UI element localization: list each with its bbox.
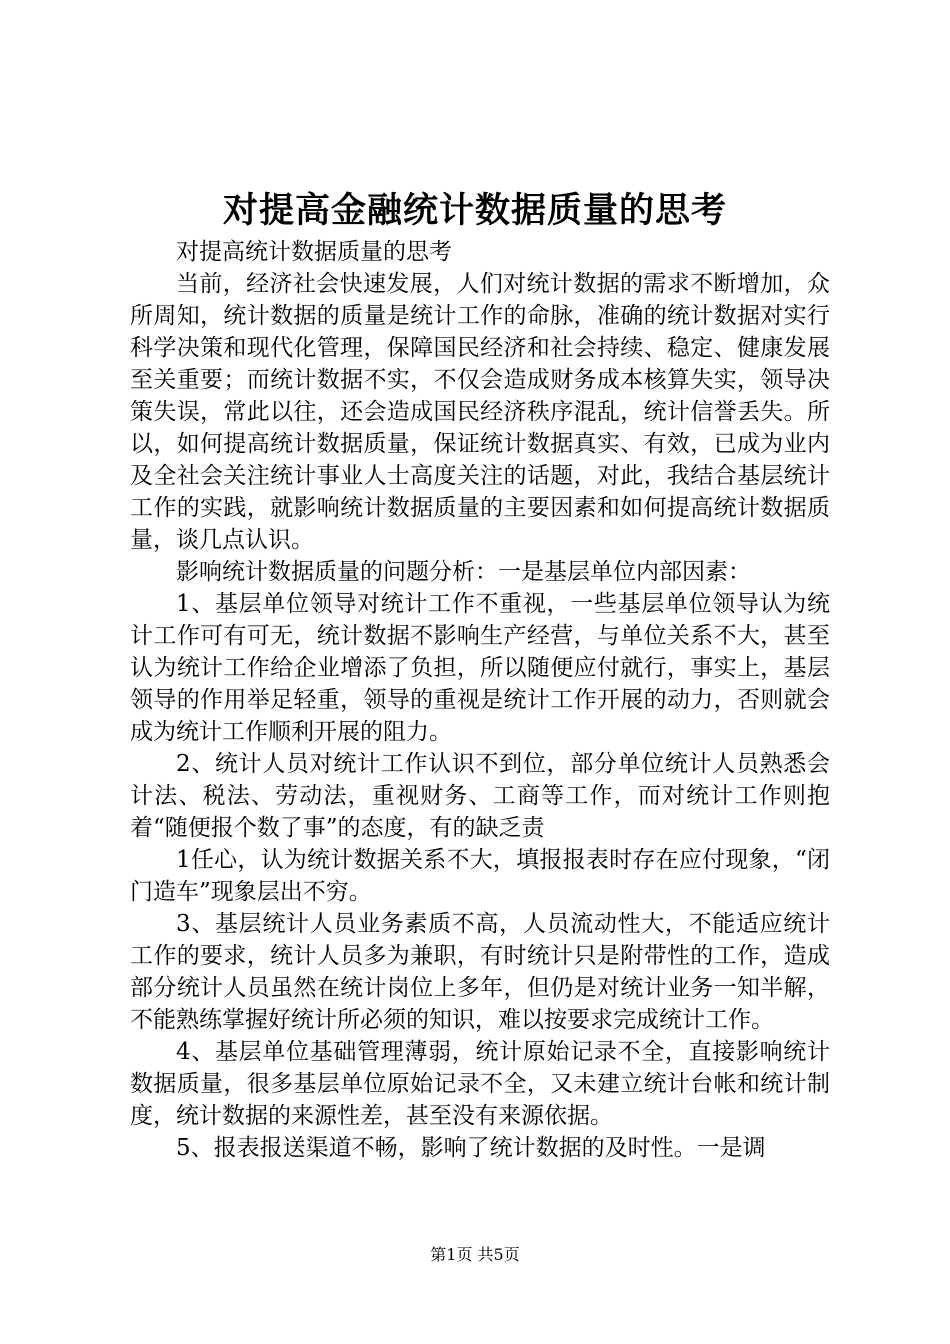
paragraph-analysis-heading: 影响统计数据质量的问题分析：一是基层单位内部因素： (176, 559, 751, 585)
paragraph-item-2-continued: 1任心，认为统计数据关系不大，填报报表时存在应付现象，“闭门造车”现象层出不穷。 (130, 847, 830, 905)
paragraph-item-1: 1、基层单位领导对统计工作不重视，一些基层单位领导认为统计工作可有可无，统计数据不影响生产经营，与单位关系不大，甚至认为统计工作给企业增添了负担，所以随便应付就行，事实上，基层领导的作用举足轻重，领导的重视是统计工作开展的动力，否则就会成为统计工作顺利开展的阻力。 (130, 591, 830, 745)
paragraph-item-5: 5、报表报送渠道不畅，影响了统计数据的及时性。一是调 (176, 1135, 766, 1161)
document-title: 对提高金融统计数据质量的思考 (222, 190, 727, 231)
paragraph-item-3: 3、基层统计人员业务素质不高，人员流动性大，不能适应统计工作的要求，统计人员多为兼职，有时统计只是附带性的工作，造成部分统计人员虽然在统计岗位上多年，但仍是对统计业务一知半解，不能熟练掌握好统计所必须的知识，难以按要求完成统计工作。 (130, 911, 830, 1033)
page-footer: 第1页 共5页 (430, 1245, 520, 1264)
paragraph-item-2: 2、统计人员对统计工作认识不到位，部分单位统计人员熟悉会计法、税法、劳动法，重视财务、工商等工作，而对统计工作则抱着“随便报个数了事”的态度，有的缺乏责 (130, 751, 830, 841)
paragraph-intro: 当前，经济社会快速发展，人们对统计数据的需求不断增加，众所周知，统计数据的质量是统计工作的命脉，准确的统计数据对实行科学决策和现代化管理，保障国民经济和社会持续、稳定、健康发展至关重要；而统计数据不实，不仅会造成财务成本核算失实，领导决策失误，常此以往，还会造成国民经济秩序混乱，统计信誉丢失。所以，如何提高统计数据质量，保证统计数据真实、有效，已成为业内及全社会关注统计事业人士高度关注的话题，对此，我结合基层统计工作的实践，就影响统计数据质量的主要因素和如何提高统计数据质量，谈几点认识。 (130, 271, 830, 553)
paragraph-subtitle: 对提高统计数据质量的思考 (176, 239, 452, 265)
document-body (130, 236, 830, 1164)
paragraph-item-4: 4、基层单位基础管理薄弱，统计原始记录不全，直接影响统计数据质量，很多基层单位原始记录不全，又未建立统计台帐和统计制度，统计数据的来源性差，甚至没有来源依据。 (130, 1039, 830, 1129)
